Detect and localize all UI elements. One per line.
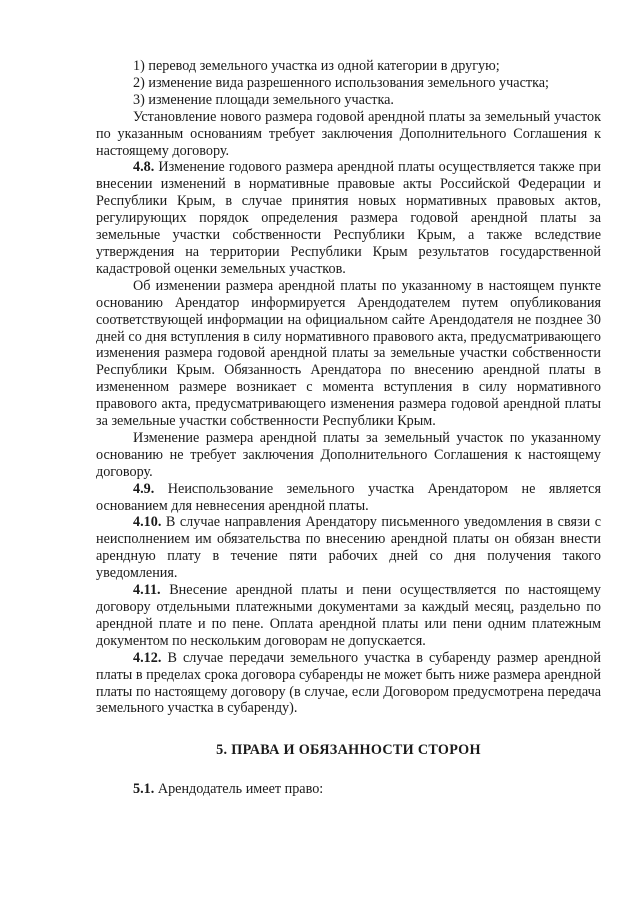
clause-4-8 xyxy=(96,159,601,277)
clause-4-11-number: 4.11. xyxy=(133,582,161,599)
paragraph-rent-change-notice: Об изменении размера арендной платы по указанному в настоящем пункте основанию Арендатор информируется Арендодателем путем опубликования соответствующей информации на официальном сайте Арендодателя не позднее 30 дней со дня вступления в силу нормативного правового акта, предусматривающего изменения размера годовой арендной платы за земельные участки собственности Республики Крым. Обязанность Арендатора по внесению арендной платы в измененном размере возникает с момента вступления в силу нормативного правового акта, предусматривающего изменения размера годовой арендной платы за земельные участки собственности Республики Крым. xyxy=(96,277,601,430)
clause-4-12-text: В случае передачи земельного участка в субаренду размер арендной платы в пределах срока договора субаренды не может быть ниже размера арендной платы по настоящему договору (в случае, если Договором предусмотрена передача земельного участка в субаренду). xyxy=(96,649,601,717)
clause-4-9-text: Неиспользование земельного участка Арендатором не является основанием для невнесения арендной платы. xyxy=(96,480,601,514)
clause-4-12-number: 4.12. xyxy=(133,649,162,666)
clause-4-9-number: 4.9. xyxy=(133,480,155,497)
clause-5-1-number: 5.1. xyxy=(133,781,155,798)
clause-4-12 xyxy=(96,650,601,718)
list-item-area-change: 3) изменение площади земельного участка. xyxy=(133,91,394,108)
clause-4-9 xyxy=(96,481,601,515)
document-page xyxy=(96,58,601,798)
clause-4-11-text: Внесение арендной платы и пени осуществляется по настоящему договору отдельными платежными документами за каждый месяц, раздельно по арендной плате и по пене. Оплата арендной платы или пени одним платежным документом по нескольким договорам не допускается. xyxy=(96,582,601,649)
section-5-title: 5. ПРАВА И ОБЯЗАННОСТИ СТОРОН xyxy=(216,742,481,759)
clause-4-8-number: 4.8. xyxy=(133,159,155,176)
paragraph-rent-change-no-agreement: Изменение размера арендной платы за земельный участок по указанному основанию не требует заключения Дополнительного Соглашения к настоящему договору. xyxy=(96,429,601,480)
list-item-category-transfer: 1) перевод земельного участка из одной категории в другую; xyxy=(133,58,500,74)
paragraph-supplementary-agreement: Установление нового размера годовой арендной платы за земельный участок по указанным основаниям требует заключения Дополнительного Соглашения к настоящему договору. xyxy=(96,108,601,159)
clause-4-10 xyxy=(96,514,601,582)
clause-5-1-text: Арендодатель имеет право: xyxy=(154,781,324,798)
clause-5-1 xyxy=(96,781,601,798)
clause-4-10-text: В случае направления Арендатору письменного уведомления в связи с неисполнением им обязательства по внесению арендной платы он обязан внести арендную плату в течение пяти рабочих дней со дня получения такого уведомления. xyxy=(96,514,601,582)
clause-4-11 xyxy=(96,582,601,650)
list-item-permitted-use-change: 2) изменение вида разрешенного использования земельного участка; xyxy=(133,74,549,91)
clause-4-8-text: Изменение годового размера арендной платы осуществляется также при внесении изменений в нормативные правовые акты Российской Федерации и Республики Крым, в случае принятия новых нормативных правовых актов, регулирующих порядок определения размера годовой арендной платы за земельные участки собственности Республики Крым, а также вследствие утверждения на территории Республики Крым результатов государственной кадастровой оценки земельных участков. xyxy=(96,159,601,277)
clause-4-10-number: 4.10. xyxy=(133,514,162,531)
